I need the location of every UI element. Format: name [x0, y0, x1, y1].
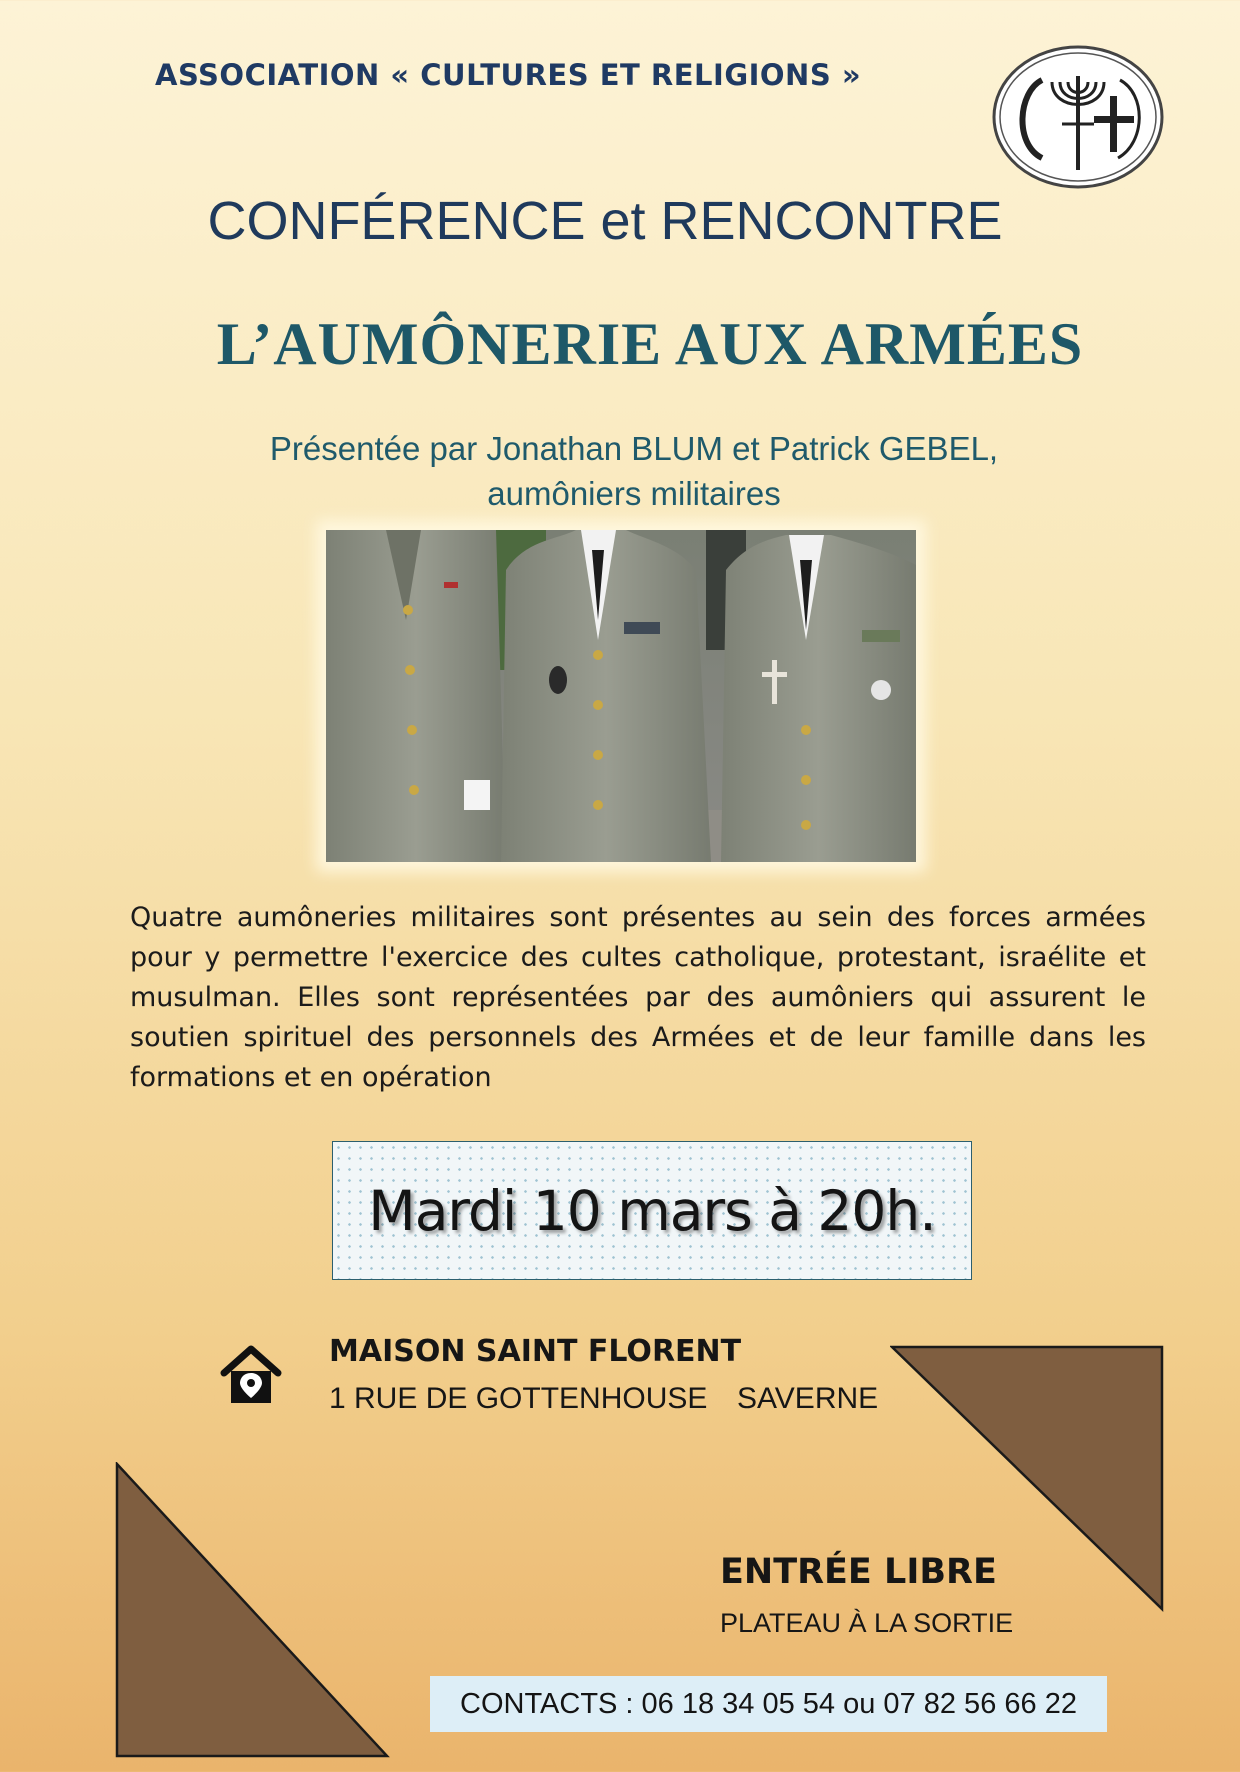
entry-free-label: ENTRÉE LIBRE — [720, 1552, 997, 1592]
house-location-icon — [218, 1343, 284, 1407]
plate-collection-label: PLATEAU À LA SORTIE — [720, 1608, 1014, 1638]
chaplains-uniform-photo — [326, 530, 916, 862]
menorah-cross-logo — [990, 42, 1166, 192]
event-heading: CONFÉRENCE et RENCONTRE — [207, 191, 1003, 251]
presenter-line-2: aumôniers militaires — [487, 475, 781, 512]
event-date: Mardi 10 mars à 20h. — [368, 1178, 936, 1243]
date-box — [332, 1141, 972, 1280]
decorative-triangle-left — [115, 1462, 390, 1760]
presenter-text — [0, 426, 1240, 516]
presenter-line-1: Présentée par Jonathan BLUM et Patrick GEBEL, — [269, 430, 999, 467]
venue-name: MAISON SAINT FLORENT — [329, 1334, 742, 1369]
venue-street: 1 RUE DE GOTTENHOUSE — [329, 1382, 708, 1415]
description-paragraph: Quatre aumôneries militaires sont présentes au sein des forces armées pour y permettre l'exercice des cultes catholique, protestant, israélite et musulman. Elles sont représentées par des aumôniers qui assurent le soutien spirituel des personnels des Armées et de leur famille dans les formations et en opération — [130, 902, 1146, 1093]
contacts-box: CONTACTS : 06 18 34 05 54 ou 07 82 56 66 22 — [430, 1676, 1107, 1732]
association-name: ASSOCIATION « CULTURES ET RELIGIONS » — [155, 58, 862, 92]
event-title: L’AUMÔNERIE AUX ARMÉES — [216, 311, 1084, 377]
venue-city: SAVERNE — [737, 1382, 879, 1415]
